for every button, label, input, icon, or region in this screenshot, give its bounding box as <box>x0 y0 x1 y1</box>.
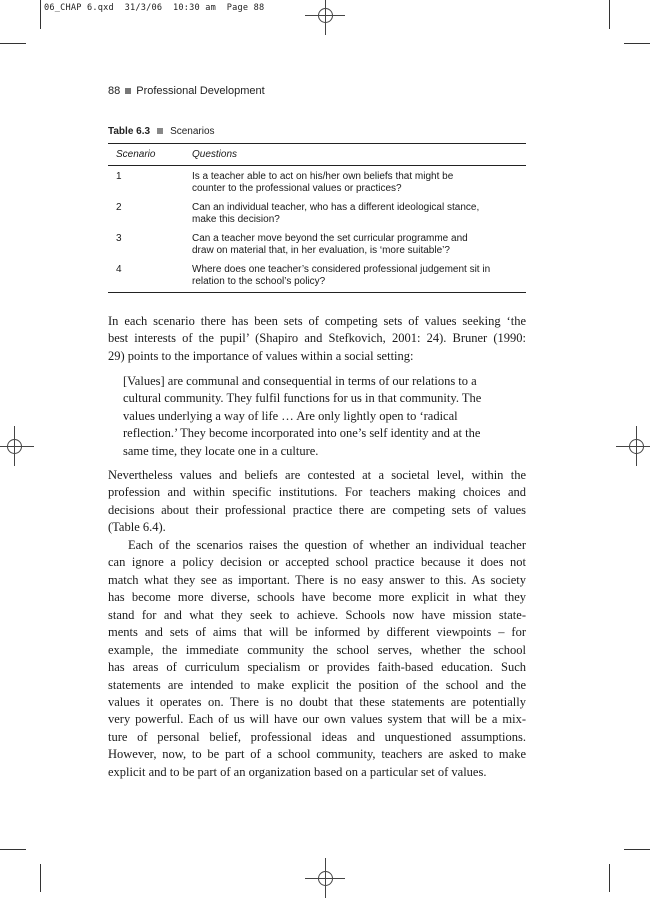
scenario-number: 1 <box>116 171 122 182</box>
question-line: counter to the professional values or practices? <box>192 183 402 194</box>
scenario-question <box>192 171 526 195</box>
text-line: explicit and to be part of an organization based on a particular set of values. <box>108 764 487 779</box>
crop-mark <box>40 0 41 29</box>
question-line: Is a teacher able to act on his/her own beliefs that might be <box>192 171 454 182</box>
registration-mark-icon <box>0 426 34 466</box>
text-line: has areas of curriculum specialism or provides faith-based education. Such <box>108 660 526 675</box>
question-line: make this decision? <box>192 214 280 225</box>
crop-mark <box>0 849 26 850</box>
table-label: Table 6.3 <box>108 126 151 137</box>
print-slug: 06_CHAP 6.qxd 31/3/06 10:30 am Page 88 <box>44 3 265 13</box>
text-line: (Table 6.4). <box>108 520 166 535</box>
text-line: statements are intended to make explicit the position of the school and the <box>108 677 526 692</box>
text-line: can ignore a policy decision or accepted school practice because it does not <box>108 555 526 570</box>
table-row <box>108 230 526 261</box>
quote-line: reflection.’ They become incorporated into one’s self identity and at the <box>123 426 481 441</box>
quote-line: cultural community. They fulfil functions for us in that community. The <box>123 391 482 406</box>
text-line: However, now, to be part of a school community, teachers are asked to make <box>108 747 526 762</box>
question-line: Can a teacher move beyond the set curricular programme and <box>192 233 468 244</box>
crop-mark <box>624 43 650 44</box>
running-header <box>108 85 265 97</box>
registration-mark-icon <box>305 858 345 898</box>
question-line: Where does one teacher’s considered professional judgement sit in <box>192 264 491 275</box>
text-line: stand for and what they seek to achieve. Schools now have mission state- <box>108 607 526 622</box>
text-line: ments and sets of aims that will be informed by different viewpoints – for <box>108 625 526 640</box>
body-paragraph <box>108 467 526 537</box>
scenario-question <box>192 233 526 257</box>
crop-mark <box>624 849 650 850</box>
quote-line: [Values] are communal and consequential in terms of our relations to a <box>123 374 477 388</box>
text-line: Nevertheless values and beliefs are contested at a societal level, within the <box>108 468 526 482</box>
square-bullet-icon <box>157 128 163 134</box>
section-title: Professional Development <box>136 85 265 97</box>
scenario-question <box>192 264 526 288</box>
text-line: profession and within specific institutions. For teachers making choices and <box>108 485 526 500</box>
page-number: 88 <box>108 85 121 97</box>
table-header-row <box>108 144 526 165</box>
quote-line: same time, they locate one in a culture. <box>123 443 319 458</box>
question-line: relation to the school’s policy? <box>192 276 326 287</box>
column-header-scenario: Scenario <box>116 149 156 160</box>
table-caption <box>108 126 215 137</box>
text-line: very powerful. Each of us will have our own values system that will be a mix- <box>108 712 526 727</box>
crop-mark <box>609 864 610 892</box>
text-line: values it operates on. There is no doubt that these statements are potentially <box>108 694 526 709</box>
question-line: Can an individual teacher, who has a different ideological stance, <box>192 202 480 213</box>
table-row <box>108 168 526 199</box>
text-line: example, the immediate community the school serves, whether the school <box>108 642 526 657</box>
table-body <box>108 166 526 292</box>
crop-mark <box>609 0 610 29</box>
body-paragraph <box>108 537 526 781</box>
text-line: 29) points to the importance of values within a social setting: <box>108 348 414 363</box>
column-header-questions: Questions <box>192 149 238 160</box>
scenario-number: 4 <box>116 264 122 275</box>
scenario-number: 2 <box>116 202 122 213</box>
registration-mark-icon <box>616 426 650 466</box>
text-line: ture of personal belief, professional ideas and unquestioned assumptions. <box>108 729 526 744</box>
text-line: has become more diverse, schools have become more explicit in what they <box>108 590 526 605</box>
text-line: Each of the scenarios raises the question of whether an individual teacher <box>128 538 526 552</box>
registration-mark-icon <box>305 0 345 35</box>
square-bullet-icon <box>125 88 131 94</box>
body-paragraph <box>108 313 526 365</box>
scenarios-table <box>108 143 526 293</box>
quote-line: values underlying a way of life … Are only lightly open to ‘radical <box>123 408 458 423</box>
table-title: Scenarios <box>170 126 215 137</box>
block-quote <box>123 373 513 460</box>
question-line: draw on material that, in her evaluation, is ‘more suitable’? <box>192 245 450 256</box>
scenario-question <box>192 202 526 226</box>
text-line: match what they see as important. There is no easy answer to this. As society <box>108 572 526 587</box>
text-line: best interests of the pupil’ (Shapiro and Stefkovich, 2001: 24). Bruner (1990: <box>108 331 526 346</box>
text-line: In each scenario there has been sets of competing sets of values seeking ‘the <box>108 314 526 328</box>
crop-mark <box>40 864 41 892</box>
table-row <box>108 261 526 292</box>
table-bottom-rule <box>108 292 526 293</box>
text-line: decisions about their professional practice there are competing sets of values <box>108 502 526 517</box>
table-row <box>108 199 526 230</box>
scenario-number: 3 <box>116 233 122 244</box>
crop-mark <box>0 43 26 44</box>
